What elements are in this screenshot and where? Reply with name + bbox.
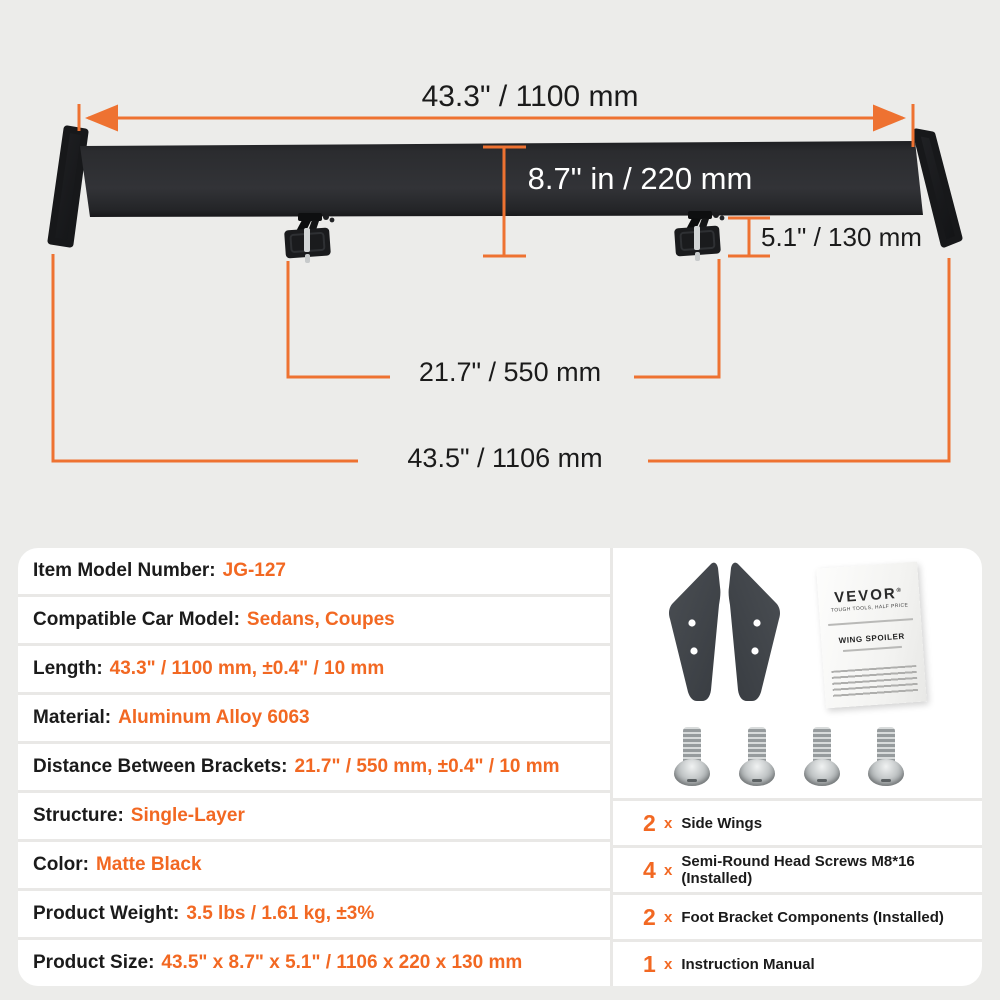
spec-label: Product Weight: <box>33 903 180 924</box>
spec-row-material <box>18 695 610 744</box>
spec-label: Structure: <box>33 805 124 826</box>
part-label: Foot Bracket Components (Installed) <box>681 908 944 926</box>
spec-row-length <box>18 646 610 695</box>
manual-model-line <box>843 646 902 652</box>
kit-photo <box>613 548 982 798</box>
spec-card <box>18 548 982 986</box>
side-wing-left <box>669 563 720 701</box>
foot-bracket <box>284 213 334 263</box>
spec-value: 43.5" x 8.7" x 5.1" / 1106 x 220 x 130 mm <box>161 952 523 973</box>
dim-label-wing-height: 8.7" in / 220 mm <box>527 161 753 196</box>
part-qty: 2 <box>643 903 656 930</box>
manual-title: WING SPOILER <box>838 631 906 646</box>
part-row-side-wings <box>613 798 982 845</box>
screw-image <box>868 727 904 787</box>
spec-list <box>18 548 613 986</box>
spec-value: Sedans, Coupes <box>246 609 395 630</box>
spec-row-color <box>18 842 610 891</box>
part-label: Side Wings <box>681 814 763 832</box>
spec-value: Single-Layer <box>130 805 245 826</box>
spec-row-model <box>18 548 610 597</box>
part-label: Semi-Round Head Screws M8*16 (Installed) <box>681 853 915 887</box>
spec-row-structure <box>18 793 610 842</box>
spec-value: Aluminum Alloy 6063 <box>118 707 310 728</box>
screw-image <box>804 727 840 787</box>
manual-tagline: TOUGH TOOLS, HALF PRICE <box>830 602 909 614</box>
manual-fine-text-line <box>828 618 913 626</box>
part-row-instruction-manual <box>613 939 982 986</box>
dim-label-total-length: 43.5" / 1106 mm <box>407 443 603 473</box>
spec-value: JG-127 <box>222 560 286 581</box>
package-contents <box>613 548 982 986</box>
dim-label-bracket-drop: 5.1" / 130 mm <box>761 222 922 252</box>
screw-image <box>739 727 775 787</box>
part-qty: 4 <box>643 856 656 883</box>
side-wings-image <box>647 555 797 710</box>
dim-label-overall-width: 43.3" / 1100 mm <box>421 80 639 113</box>
spec-value: Matte Black <box>95 854 202 875</box>
foot-bracket <box>674 211 724 261</box>
spec-row-weight <box>18 891 610 940</box>
spec-value: 43.3" / 1100 mm, ±0.4" / 10 mm <box>109 658 385 679</box>
spec-label: Compatible Car Model: <box>33 609 240 630</box>
part-times: x <box>664 955 673 973</box>
left-endplate <box>51 129 85 244</box>
vevor-logo: VEVOR® <box>833 585 904 607</box>
spec-label: Material: <box>33 707 112 728</box>
spec-label: Product Size: <box>33 952 155 973</box>
part-qty: 1 <box>643 950 656 977</box>
spec-row-car-model <box>18 597 610 646</box>
part-qty: 2 <box>643 809 656 836</box>
screw-image <box>674 727 710 787</box>
instruction-manual-image <box>816 562 927 709</box>
spec-label: Color: <box>33 854 89 875</box>
spec-label: Item Model Number: <box>33 560 216 581</box>
part-times: x <box>664 861 673 879</box>
spec-row-size <box>18 940 610 986</box>
spec-value: 21.7" / 550 mm, ±0.4" / 10 mm <box>294 756 560 777</box>
spec-row-bracket-distance <box>18 744 610 793</box>
dim-label-bracket-distance: 21.7" / 550 mm <box>418 357 602 387</box>
part-row-screws <box>613 845 982 892</box>
part-label: Instruction Manual <box>681 955 815 973</box>
spec-label: Length: <box>33 658 103 679</box>
spec-label: Distance Between Brackets: <box>33 756 288 777</box>
manual-fine-print <box>831 665 918 699</box>
part-row-foot-brackets <box>613 892 982 939</box>
part-times: x <box>664 814 673 832</box>
side-wing-right <box>729 563 780 701</box>
right-endplate <box>916 132 959 244</box>
part-times: x <box>664 908 673 926</box>
spec-value: 3.5 lbs / 1.61 kg, ±3% <box>186 903 375 924</box>
